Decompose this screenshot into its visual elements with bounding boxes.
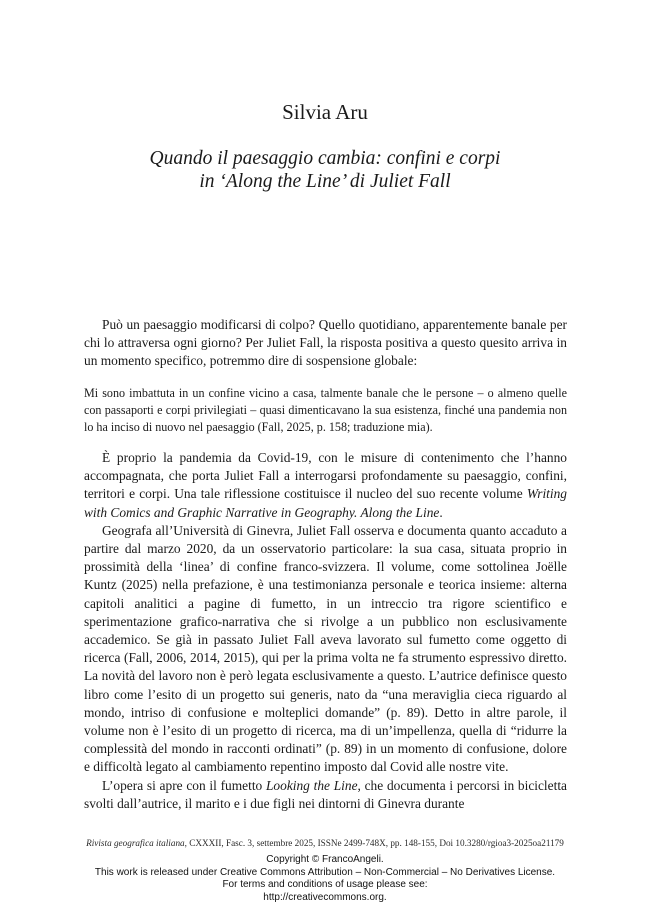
quote-text: Mi sono imbattuta in un confine vicino a casa, talmente banale che le persone – o almeno quelle con passaporti e corpi privilegiati – quasi dimenticavano la sua esistenza, finché una pandemia non lo ha inciso di nuovo nel paesaggio (Fall, 2025, p. 158; traduzione mia). <box>84 386 567 434</box>
main-text <box>84 449 567 813</box>
journal-citation <box>0 838 650 848</box>
article-title <box>60 147 590 193</box>
license-line: This work is released under Creative Commons Attribution – Non-Commercial – No Derivatives License. <box>94 866 556 878</box>
paragraph-3-text: L’opera si apre con il fumetto <box>102 777 266 793</box>
paragraph-1-text: È proprio la pandemia da Covid-19, con le misure di contenimento che l’hanno accompagnata, che porta Juliet Fall a interrogarsi profondamente su paesaggio, confini, territori e corpi. Una tale riflessione costituisce il nucleo del suo recente volume <box>84 450 567 502</box>
license-notice <box>0 854 650 904</box>
terms-line: For terms and conditions of usage please see: <box>222 879 428 891</box>
journal-name: Rivista geografica italiana <box>86 838 185 848</box>
book-title: Writing with Comics and Graphic Narrative in Geography. Along the Line <box>84 486 567 520</box>
paragraph-1 <box>84 449 567 522</box>
comic-title: Looking the Line <box>265 777 358 793</box>
block-quote <box>84 385 567 436</box>
paragraph-3 <box>84 777 567 813</box>
paragraph-1-end: . <box>439 504 443 520</box>
license-url[interactable]: http://creativecommons.org. <box>263 891 387 903</box>
paragraph-3-end: , che documenta i percorsi in bicicletta svolti dall’autrice, il marito e i due figli nei dintorni di Ginevra durante <box>84 777 567 811</box>
intro-paragraph <box>84 316 567 371</box>
author-name: Silvia Aru <box>282 100 368 124</box>
title-line-2: in ‘Along the Line’ di Juliet Fall <box>199 171 451 192</box>
title-line-1: Quando il paesaggio cambia: confini e corpi <box>149 148 501 169</box>
journal-details: , CXXXII, Fasc. 3, settembre 2025, ISSNe 2499-748X, pp. 148-155, Doi 10.3280/rgioa3-2025oa21179 <box>184 838 564 848</box>
intro-text: Può un paesaggio modificarsi di colpo? Quello quotidiano, apparentemente banale per chi lo attraversa ogni giorno? Per Juliet Fall, la risposta positiva a questo quesito arriva in un momento specifico, potremmo dire di sospensione globale: <box>84 317 567 369</box>
copyright-line: Copyright © FrancoAngeli. <box>266 854 384 865</box>
paragraph-2: Geografa all’Università di Ginevra, Juliet Fall osserva e documenta quanto accaduto a partire dal marzo 2020, da un osservatorio particolare: la sua casa, situata proprio in prossimità della ‘linea’ di confine franco-svizzera. Il volume, come sottolinea Joëlle Kuntz (2025) nella prefazione, è una testimonianza personale e teorica insieme: alterna capitoli analitici a pagine di fumetto, in un intreccio tra rigore scientifico e sperimentazione grafico-narrativa che si rivolge a un pubblico non esclusivamente accademico. Se già in passato Juliet Fall aveva lavorato sul fumetto come oggetto di ricerca (Fall, 2006, 2014, 2015), qui per la prima volta ne fa strumento espressivo diretto. La novità del lavoro non è però legata esclusivamente a questo. L’autrice definisce questo libro come l’esito di un progetto sui generis, nato da “una meraviglia cieca riguardo al mondo, intriso di confusione e molteplici domande” (p. 89). Detto in altre parole, il volume non è l’esito di un progetto di ricerca, ma di un’impellenza, quella di “ridurre la complessità del mondo in racconti ordinati” (p. 89) in un momento di confusione, dolore e difficoltà legato al cambiamento repentino imposto dal Covid alle nostre vite. <box>84 522 567 775</box>
